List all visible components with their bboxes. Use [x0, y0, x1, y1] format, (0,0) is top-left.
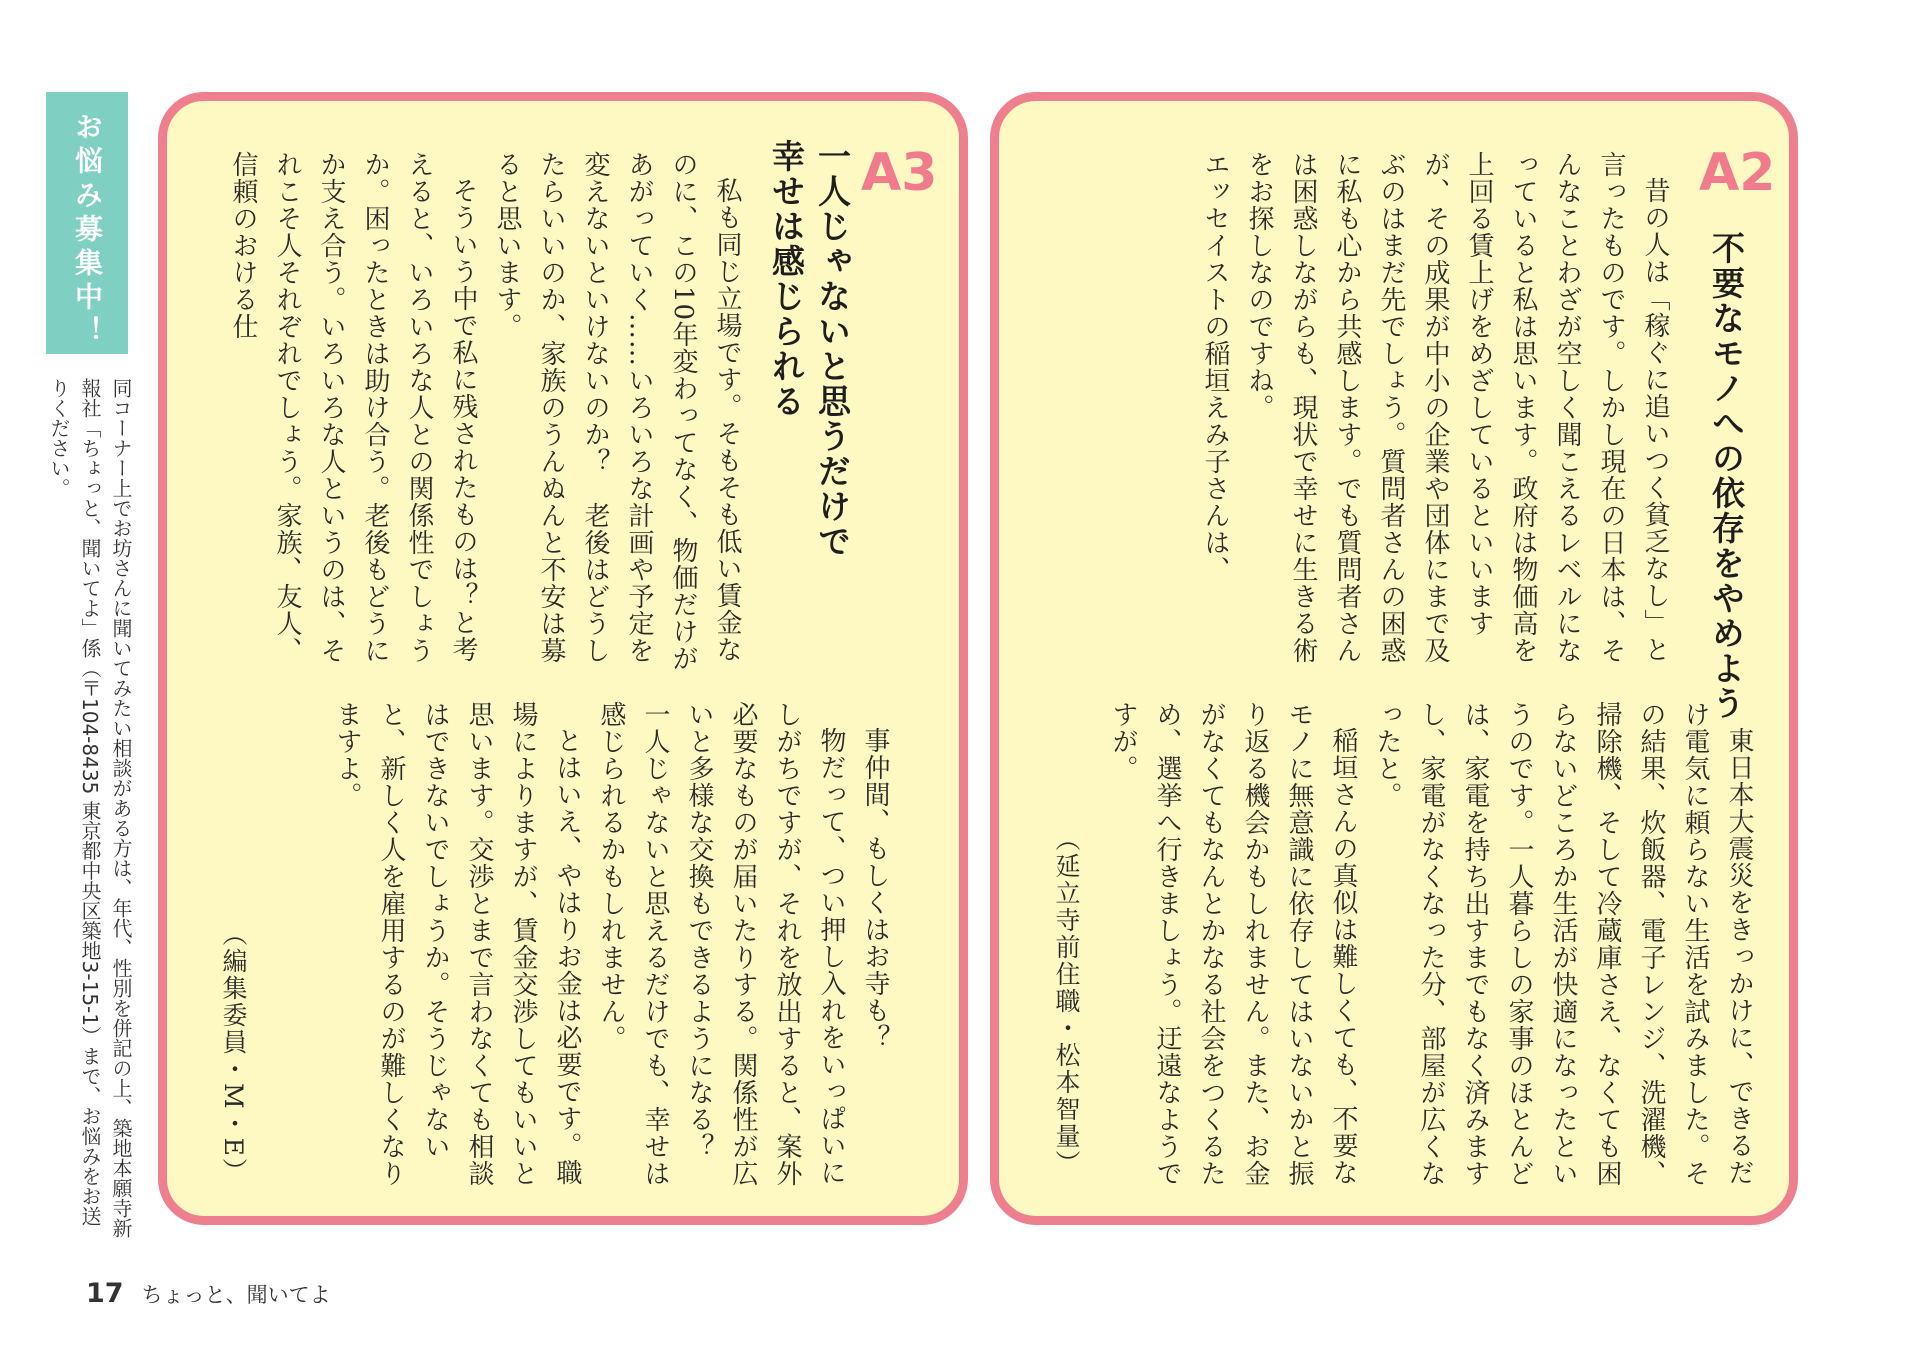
answer-credit-a2: （延立寺前住職・松本智量）	[1052, 826, 1081, 1177]
answer-body-a3-lower	[179, 701, 897, 1211]
answer-credit-a3: （編集委員・M・E）	[219, 921, 248, 1185]
paragraph: 物だって、つい押し入れをいっぱいにしがちですが、それを放出すると、案外必要なものが届いたりする。関係性が広いと多様な交換もできるようになる？ 一人じゃないと思えるだけでも、幸せは感じられるかもしれません。	[596, 701, 846, 1187]
answer-card-a2	[990, 92, 1798, 1225]
paragraph: 事仲間、もしくはお寺も？	[860, 727, 890, 1051]
paragraph: 稲垣さんの真似は難しくても、不要なモノに無意識に依存してはいないかと振り返る機会かもしれません。また、お金がなくてもなんとかなる社会をつくるため、選挙へ行きましょう。迂遠なようですが。	[1108, 701, 1358, 1187]
answer-label-a2-text: A2	[1699, 143, 1776, 203]
answer-body-a2-lower	[1047, 701, 1761, 1211]
answer-headline-a3: 一人じゃないと思うだけで幸せは感じられる	[767, 139, 852, 559]
answer-body-a2-upper	[1047, 151, 1677, 681]
answer-label-a2	[1699, 143, 1776, 203]
paragraph: エッセイストの稲垣えみ子さんは、	[1200, 151, 1230, 583]
page-footer	[86, 1278, 331, 1309]
answer-headline-a2: 不要なモノへの依存をやめよう	[1707, 231, 1746, 721]
answer-card-a3	[158, 92, 968, 1225]
answer-label-a3-text: A3	[861, 143, 938, 203]
paragraph: そういう中で私に残されたものは？と考えると、いろいろな人との関係性でしょうか。困ったときは助け合う。老後もどうにか支え合う。いろいろな人というのは、それこそ人それぞれでしょう。家族、友人、信頼のおける仕	[228, 151, 478, 664]
paragraph: とはいえ、やはりお金は必要です。職場によりますが、賃金交渉してもいいと思います。交渉とまで言わなくても相談はできないでしょうか。そうじゃないと、新しく人を雇用するのが難しくなりますよ。	[332, 701, 582, 1187]
recruitment-tab	[46, 92, 128, 354]
submission-note: 同コーナー上でお坊さんに聞いてみたい相談がある方は、年代、性別を併記の上、築地本願寺新報社「ちょっと、聞いてよ」係（〒104-8435 東京都中央区築地3-15-1）まで、お悩みをお送りください。	[47, 378, 133, 1238]
publication-name: ちょっと、聞いてよ	[141, 1283, 331, 1307]
answer-label-a3	[861, 143, 938, 203]
paragraph: 私も同じ立場です。そもそも低い賃金なのに、この10年変わってなく、物価だけがあがっていく……いろいろな計画や予定を変えないといけないのか？ 老後はどうしたらいいのか、家族のうんぬんと不安は募ると思います。	[492, 151, 742, 673]
recruitment-tab-label: お悩み募集中！	[71, 112, 104, 350]
page-number: 17	[86, 1278, 124, 1309]
paragraph: 昔の人は「稼ぐに追いつく貧乏なし」と言ったものです。しかし現在の日本は、そんなことわざが空しく聞こえるレベルになっていると私は思います。政府は物価高を上回る賃上げをめざしているといいますが、その成果が中小の企業や団体にまで及ぶのはまだ先でしょう。質問者さんの困惑に私も心から共感します。でも質問者さんは困惑しながらも、現状で幸せに生きる術をお探しなのですね。	[1244, 151, 1670, 664]
answer-body-a3-upper	[179, 151, 749, 681]
paragraph: 東日本大震災をきっかけに、できるだけ電気に頼らない生活を試みました。その結果、炊飯器、電子レンジ、洗濯機、掃除機、そして冷蔵庫さえ、なくても困らないどころか生活が快適になったというのです。一人暮らしの家事のほとんどは、家電を持ち出すまでもなく済みますし、家電がなくなった分、部屋が広くなったと。	[1372, 701, 1754, 1187]
